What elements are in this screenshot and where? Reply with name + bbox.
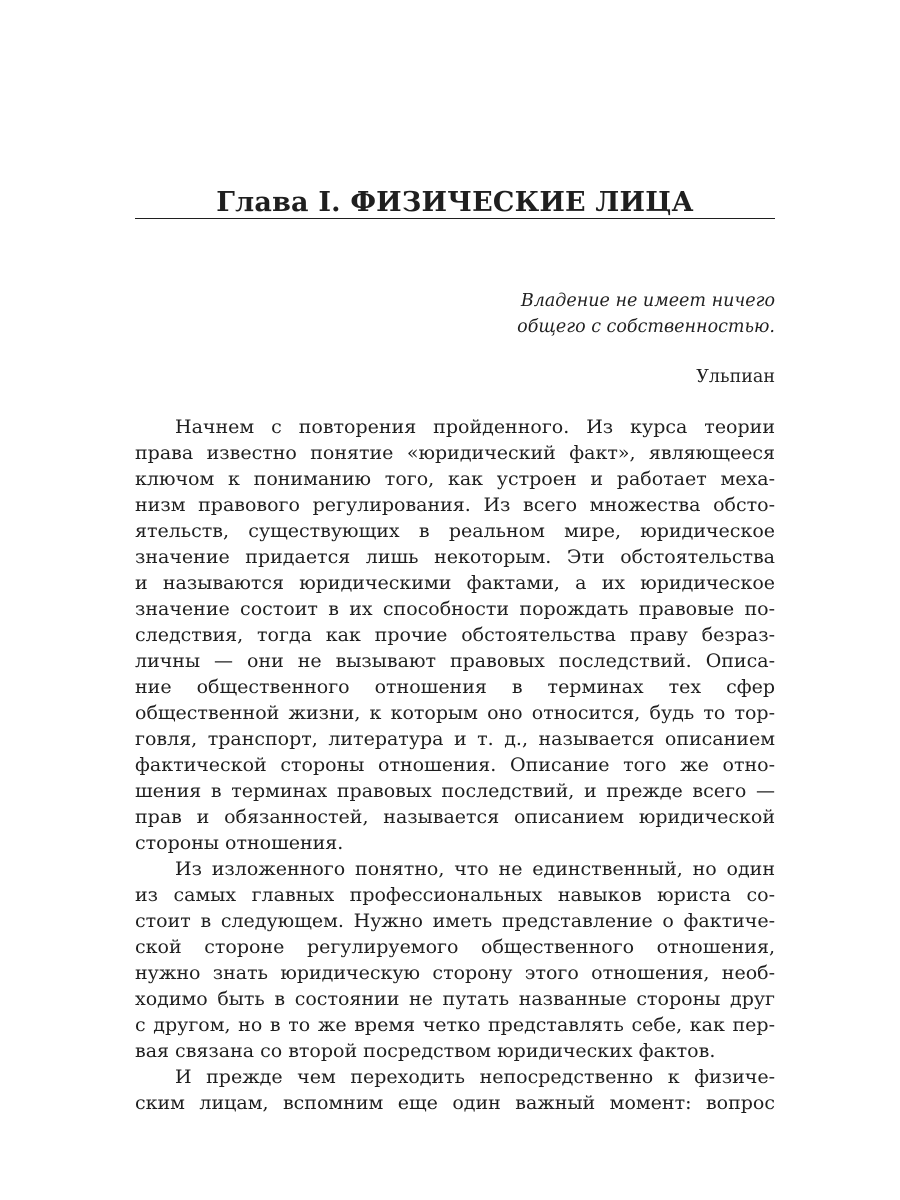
text-line: стоит в следующем. Нужно иметь представление о фактиче- [135, 910, 775, 932]
epigraph-line: общего с собственностью. [517, 317, 775, 337]
text-line: следствия, тогда как прочие обстоятельства праву безраз- [135, 624, 775, 646]
book-page [135, 0, 775, 1200]
text-line: прав и обязанностей, называется описанием юридической [135, 806, 775, 828]
text-line: нужно знать юридическую сторону этого отношения, необ- [135, 962, 775, 984]
text-line: низм правового регулирования. Из всего множества обсто- [135, 494, 775, 516]
text-line: из самых главных профессиональных навыков юриста со- [135, 884, 775, 906]
text-line: личны — они не вызывают правовых последствий. Описа- [135, 650, 775, 672]
text-line: ключом к пониманию того, как устроен и работает меха- [135, 468, 775, 490]
chapter-title: Глава I. ФИЗИЧЕСКИЕ ЛИЦА [216, 187, 694, 218]
paragraph [135, 1064, 775, 1116]
chapter-title-rule [135, 218, 775, 219]
text-line: ской стороне регулируемого общественного отношения, [135, 936, 775, 958]
text-line: права известно понятие «юридический факт», являющееся [135, 442, 775, 464]
body-text [135, 414, 775, 1116]
paragraph [135, 856, 775, 1064]
text-line: ходимо быть в состоянии не путать названные стороны друг [135, 988, 775, 1010]
text-line: ятельств, существующих в реальном мире, юридическое [135, 520, 775, 542]
text-line: ским лицам, вспомним еще один важный момент: вопрос [135, 1092, 775, 1114]
text-line: стороны отношения. [135, 832, 344, 854]
text-line: вая связана со второй посредством юридических фактов. [135, 1040, 716, 1062]
text-line: говля, транспорт, литература и т. д., называется описанием [135, 728, 775, 750]
text-line: фактической стороны отношения. Описание того же отно- [135, 754, 775, 776]
epigraph [517, 288, 775, 340]
text-line: значение придается лишь некоторым. Эти обстоятельства [135, 546, 775, 568]
text-line: значение состоит в их способности порождать правовые по- [135, 598, 775, 620]
text-line: ние общественного отношения в терминах тех сфер [135, 676, 775, 698]
text-line: общественной жизни, к которым оно относится, будь то тор- [135, 702, 775, 724]
text-line: с другом, но в то же время четко представлять себе, как пер- [135, 1014, 775, 1036]
paragraph [135, 414, 775, 856]
text-line: Начнем с повторения пройденного. Из курса теории [175, 416, 775, 438]
epigraph-line: Владение не имеет ничего [520, 291, 775, 311]
text-line: и называются юридическими фактами, а их юридическое [135, 572, 775, 594]
text-line: Из изложенного понятно, что не единственный, но один [175, 858, 775, 880]
text-line: И прежде чем переходить непосредственно к физиче- [175, 1066, 775, 1088]
epigraph-author: Ульпиан [696, 367, 775, 387]
text-line: шения в терминах правовых последствий, и прежде всего — [135, 780, 775, 802]
